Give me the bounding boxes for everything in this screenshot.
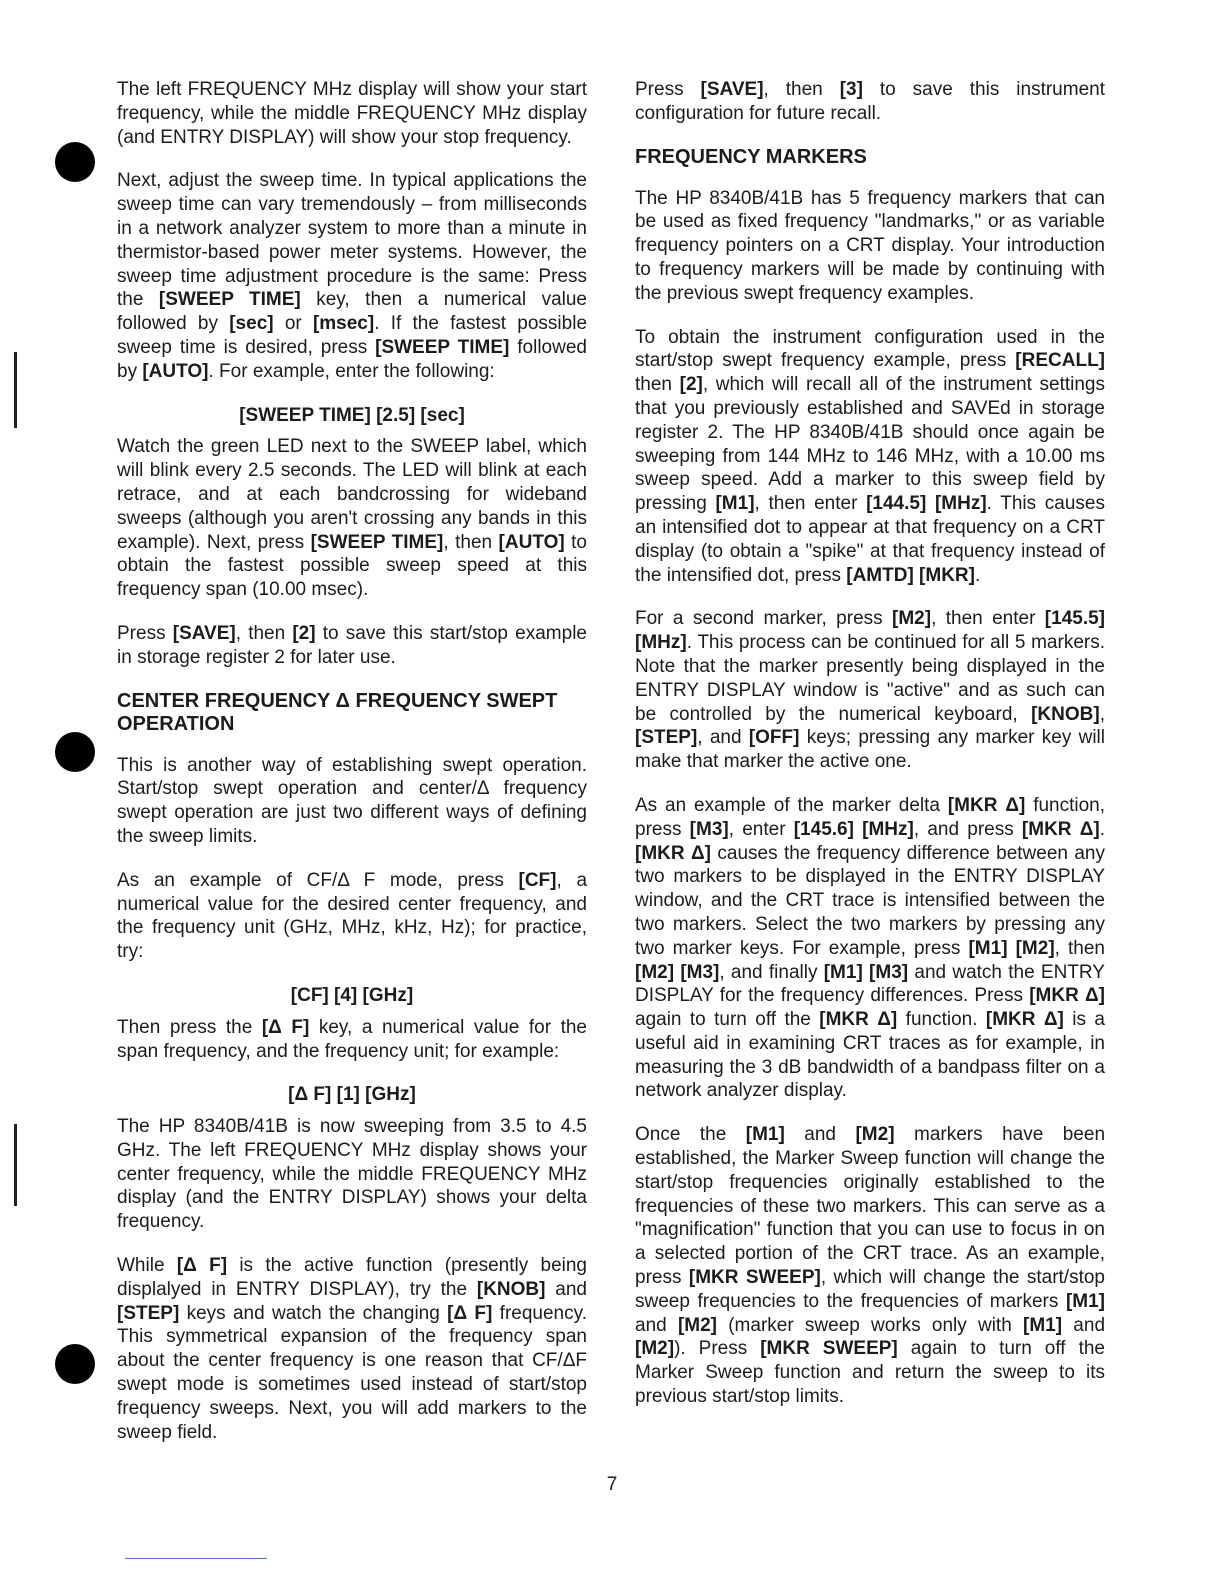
text-run: , then enter xyxy=(931,608,1045,630)
key-label: [AMTD] [MKR] xyxy=(846,564,975,586)
key-label: [CF] xyxy=(518,869,557,891)
text-run: . For example, enter the following: xyxy=(208,360,495,382)
text-run: Press xyxy=(635,79,701,100)
paragraph xyxy=(635,187,1105,306)
text-run: , which will change the start/stop sweep frequencies to the frequencies of markers xyxy=(635,1267,1106,1312)
text-run: key, a numerical value for the span frequency, and the frequency unit; for example: xyxy=(117,1016,587,1062)
paragraph xyxy=(117,435,587,602)
text-run: keys and watch the changing xyxy=(179,1302,448,1324)
right-column xyxy=(635,78,1105,1429)
section-heading: FREQUENCY MARKERS xyxy=(635,145,867,168)
text-run: This is another way of establishing swept operation. Start/stop swept operation and center/Δ frequency swept operation are just two different ways of defining the sweep limits. xyxy=(117,754,587,847)
text-run: As an example of CF/Δ F mode, press xyxy=(117,869,519,891)
text-run: Press xyxy=(117,622,173,644)
text-run: While xyxy=(117,1255,177,1277)
key-label: [MKR Δ] xyxy=(635,842,711,864)
key-label: [SWEEP TIME] xyxy=(310,531,444,553)
key-label: [M1] xyxy=(1023,1314,1063,1336)
key-label: [SWEEP TIME] xyxy=(375,336,510,358)
key-label: [msec] xyxy=(312,313,375,335)
paragraph xyxy=(117,754,587,849)
text-run: The left FREQUENCY MHz display will show your start frequency, while the middle FREQUENCY MHz display (and ENTRY DISPLAY) will show your stop frequency. xyxy=(117,79,587,148)
text-run: . xyxy=(974,564,981,586)
paragraph xyxy=(117,1115,587,1234)
paragraph xyxy=(117,622,587,670)
key-label: [Δ F] xyxy=(176,1255,228,1277)
key-label: [STEP] xyxy=(117,1302,180,1324)
key-label: [M1] [M3] xyxy=(823,961,909,983)
key-label: [M1] xyxy=(1065,1290,1105,1312)
key-label: [3] xyxy=(839,79,863,100)
text-run: to obtain the fastest possible sweep speed at this frequency span (10.00 msec). xyxy=(117,531,587,601)
paragraph xyxy=(635,326,1105,588)
text-run: to save this start/stop example in storage register 2 for later use. xyxy=(117,622,587,668)
text-run: . xyxy=(1099,818,1105,840)
left-column xyxy=(117,78,587,1464)
key-label: [STEP] xyxy=(635,727,698,749)
binder-hole xyxy=(55,1344,95,1384)
key-label: [M2] xyxy=(892,608,932,630)
text-run: to save this instrument configuration for future recall. xyxy=(635,79,1105,124)
text-run: , then enter xyxy=(754,493,867,515)
key-label: [M2] xyxy=(677,1314,717,1336)
key-label: [SAVE] xyxy=(172,622,236,644)
text-run: again to turn off the xyxy=(635,1009,820,1031)
key-sequence: [SWEEP TIME] [2.5] [sec] xyxy=(239,404,465,426)
text-run: is a useful aid in examining CRT traces as for example, in measuring the 3 dB bandwidth of a bandpass filter on a network analyzer display. xyxy=(635,1009,1105,1102)
text-run: , then xyxy=(1054,937,1105,959)
key-sequence: [Δ F] [1] [GHz] xyxy=(288,1084,416,1106)
text-run: , xyxy=(1099,703,1105,725)
text-run: The HP 8340B/41B is now sweeping from 3.5 to 4.5 GHz. The left FREQUENCY MHz display shows your center frequency, while the middle FREQUENCY MHz display (and the ENTRY DISPLAY) shows your delta frequency. xyxy=(117,1116,587,1233)
text-run: Next, adjust the sweep time. In typical applications the sweep time can vary tremendously – from milliseconds in a network analyzer system to more than a minute in thermistor-based power meter systems. However, the sweep time adjustment procedure is the same: Press the xyxy=(117,170,587,311)
paragraph xyxy=(117,1254,587,1444)
key-label: [M1] xyxy=(745,1124,785,1146)
text-run: markers have been established, the Marker Sweep function will change the start/stop frequencies originally established to the frequencies of these two markers. This can serve as a "magnification" function that you can use to focus in on a selected portion of the CRT trace. As an example, press xyxy=(635,1124,1106,1289)
key-label: [M2] xyxy=(855,1124,895,1146)
key-label: [M2] xyxy=(635,1338,675,1360)
text-run: frequency. This symmetrical expansion of the frequency span about the center frequency is one reason that CF/ΔF swept mode is sometimes used instead of start/stop frequency sweeps. Next, you will add markers to the sweep field. xyxy=(117,1302,587,1443)
paragraph xyxy=(635,794,1105,1103)
footer-rule xyxy=(125,1558,267,1559)
text-run: The HP 8340B/41B has 5 frequency markers that can be used as fixed frequency "landmarks," or as variable frequency pointers on a CRT display. Your introduction to frequency markers will be made by continuing with the previous swept frequency examples. xyxy=(635,187,1105,304)
key-label: [MKR SWEEP] xyxy=(688,1267,821,1289)
key-label: [MKR Δ] xyxy=(1029,985,1106,1007)
text-run: Once the xyxy=(635,1124,746,1146)
key-label: [M3] xyxy=(689,818,729,840)
paragraph xyxy=(117,169,587,383)
key-label: [Δ F] xyxy=(447,1302,493,1324)
text-run: causes the frequency difference between any two markers to be displayed in the ENTRY DISPLAY window, and the CRT trace is intensified between the two markers. Select the two markers by pressing any two marker keys. For example, press xyxy=(635,842,1105,959)
key-label: [MKR Δ] xyxy=(947,794,1026,816)
text-run: Watch the green LED next to the SWEEP label, which will blink every 2.5 seconds. The LED will blink at each retrace, and at each bandcrossing for wideband sweeps (although you aren't crossing any bands in this example). Next, press xyxy=(117,436,587,553)
key-label: [M2] [M3] xyxy=(635,961,720,983)
key-label: [MKR SWEEP] xyxy=(760,1338,898,1360)
text-run: keys; pressing any marker key will make that marker the active one. xyxy=(635,727,1105,773)
text-run: , enter xyxy=(728,818,794,840)
text-run: ). Press xyxy=(674,1338,761,1360)
key-label: [M1] xyxy=(715,493,755,515)
text-run: , which will recall all of the instrument settings that you previously established and SAVEd in storage register 2. The HP 8340B/41B should once again be sweeping from 144 MHz to 146 MHz, with a 10.00 ms sweep speed. Add a marker to this sweep field by pressing xyxy=(635,374,1106,515)
text-run: again to turn off the Marker Sweep function and return the sweep to its previous start/stop limits. xyxy=(635,1338,1105,1408)
text-run: function. xyxy=(897,1009,986,1031)
key-label: [SAVE] xyxy=(700,79,764,100)
scan-edge-mark xyxy=(14,352,17,428)
text-run: . This causes an intensified dot to appear at that frequency on a CRT display (to obtain a "spike" at that frequency instead of the intensified dot, press xyxy=(635,493,1105,586)
text-run: , and finally xyxy=(719,961,824,983)
paragraph xyxy=(117,78,587,149)
text-run: To obtain the instrument configuration used in the start/stop swept frequency example, press xyxy=(635,326,1105,372)
key-label: [2] xyxy=(292,622,316,644)
text-run: As an example of the marker delta xyxy=(635,794,948,816)
text-run: , then xyxy=(235,622,293,644)
text-run: and watch the ENTRY DISPLAY for the frequency differences. Press xyxy=(635,961,1105,1007)
key-sequence: [CF] [4] [GHz] xyxy=(290,984,414,1006)
text-run: and xyxy=(1062,1314,1106,1336)
text-run: and xyxy=(635,1314,678,1336)
text-run: , then xyxy=(443,531,499,553)
text-run: and xyxy=(545,1278,588,1300)
key-label: [OFF] xyxy=(748,727,800,749)
text-run: Then press the xyxy=(117,1016,262,1038)
text-run: then xyxy=(635,374,680,396)
key-label: [AUTO] xyxy=(142,360,209,382)
key-label: [AUTO] xyxy=(498,531,565,553)
text-run: is the active function (presently being displalyed in ENTRY DISPLAY), try the xyxy=(117,1255,587,1300)
key-label: [MKR Δ] xyxy=(819,1009,898,1031)
text-run: . This process can be continued for all 5 markers. Note that the marker presently being displayed in the ENTRY DISPLAY window is "active" and as such can be controlled by the numerical keyboard, xyxy=(635,632,1105,725)
key-label: [MKR Δ] xyxy=(985,1009,1064,1031)
page-number: 7 xyxy=(606,1474,618,1495)
key-label: [2] xyxy=(679,374,703,396)
text-run: , then xyxy=(763,79,840,100)
key-label: [MKR Δ] xyxy=(1021,818,1100,840)
text-run: and xyxy=(784,1124,856,1146)
paragraph xyxy=(635,78,1105,126)
text-run: , and xyxy=(697,727,749,749)
paragraph xyxy=(117,1016,587,1064)
text-run: or xyxy=(273,313,313,335)
key-label: [KNOB] xyxy=(476,1278,546,1300)
binder-hole xyxy=(55,142,95,182)
binder-hole xyxy=(55,732,95,772)
key-label: [RECALL] xyxy=(1015,350,1105,372)
text-run: For a second marker, press xyxy=(635,608,893,630)
paragraph xyxy=(635,607,1105,774)
text-run: , and press xyxy=(913,818,1022,840)
key-label: [sec] xyxy=(229,313,274,335)
text-run: key, then a numerical value followed by xyxy=(117,289,587,335)
key-label: [KNOB] xyxy=(1031,703,1100,725)
scan-edge-mark xyxy=(14,1124,17,1206)
key-label: [145.5] [MHz] xyxy=(635,608,1105,654)
key-label: [M1] [M2] xyxy=(968,937,1055,959)
paragraph xyxy=(635,1123,1105,1409)
key-label: [144.5] [MHz] xyxy=(866,493,987,515)
paragraph xyxy=(117,869,587,964)
text-run: . If the fastest possible sweep time is desired, press xyxy=(117,313,588,358)
text-run: followed by xyxy=(117,336,587,382)
key-label: [SWEEP TIME] xyxy=(158,289,301,311)
section-heading: CENTER FREQUENCY Δ FREQUENCY SWEPT OPERATION xyxy=(117,689,558,735)
key-label: [Δ F] xyxy=(261,1016,310,1038)
text-run: function, press xyxy=(635,794,1106,840)
text-run: , a numerical value for the desired center frequency, and the frequency unit (GHz, MHz, kHz, Hz); for practice, try: xyxy=(117,869,588,963)
text-run: (marker sweep works only with xyxy=(717,1314,1024,1336)
key-label: [145.6] [MHz] xyxy=(793,818,914,840)
